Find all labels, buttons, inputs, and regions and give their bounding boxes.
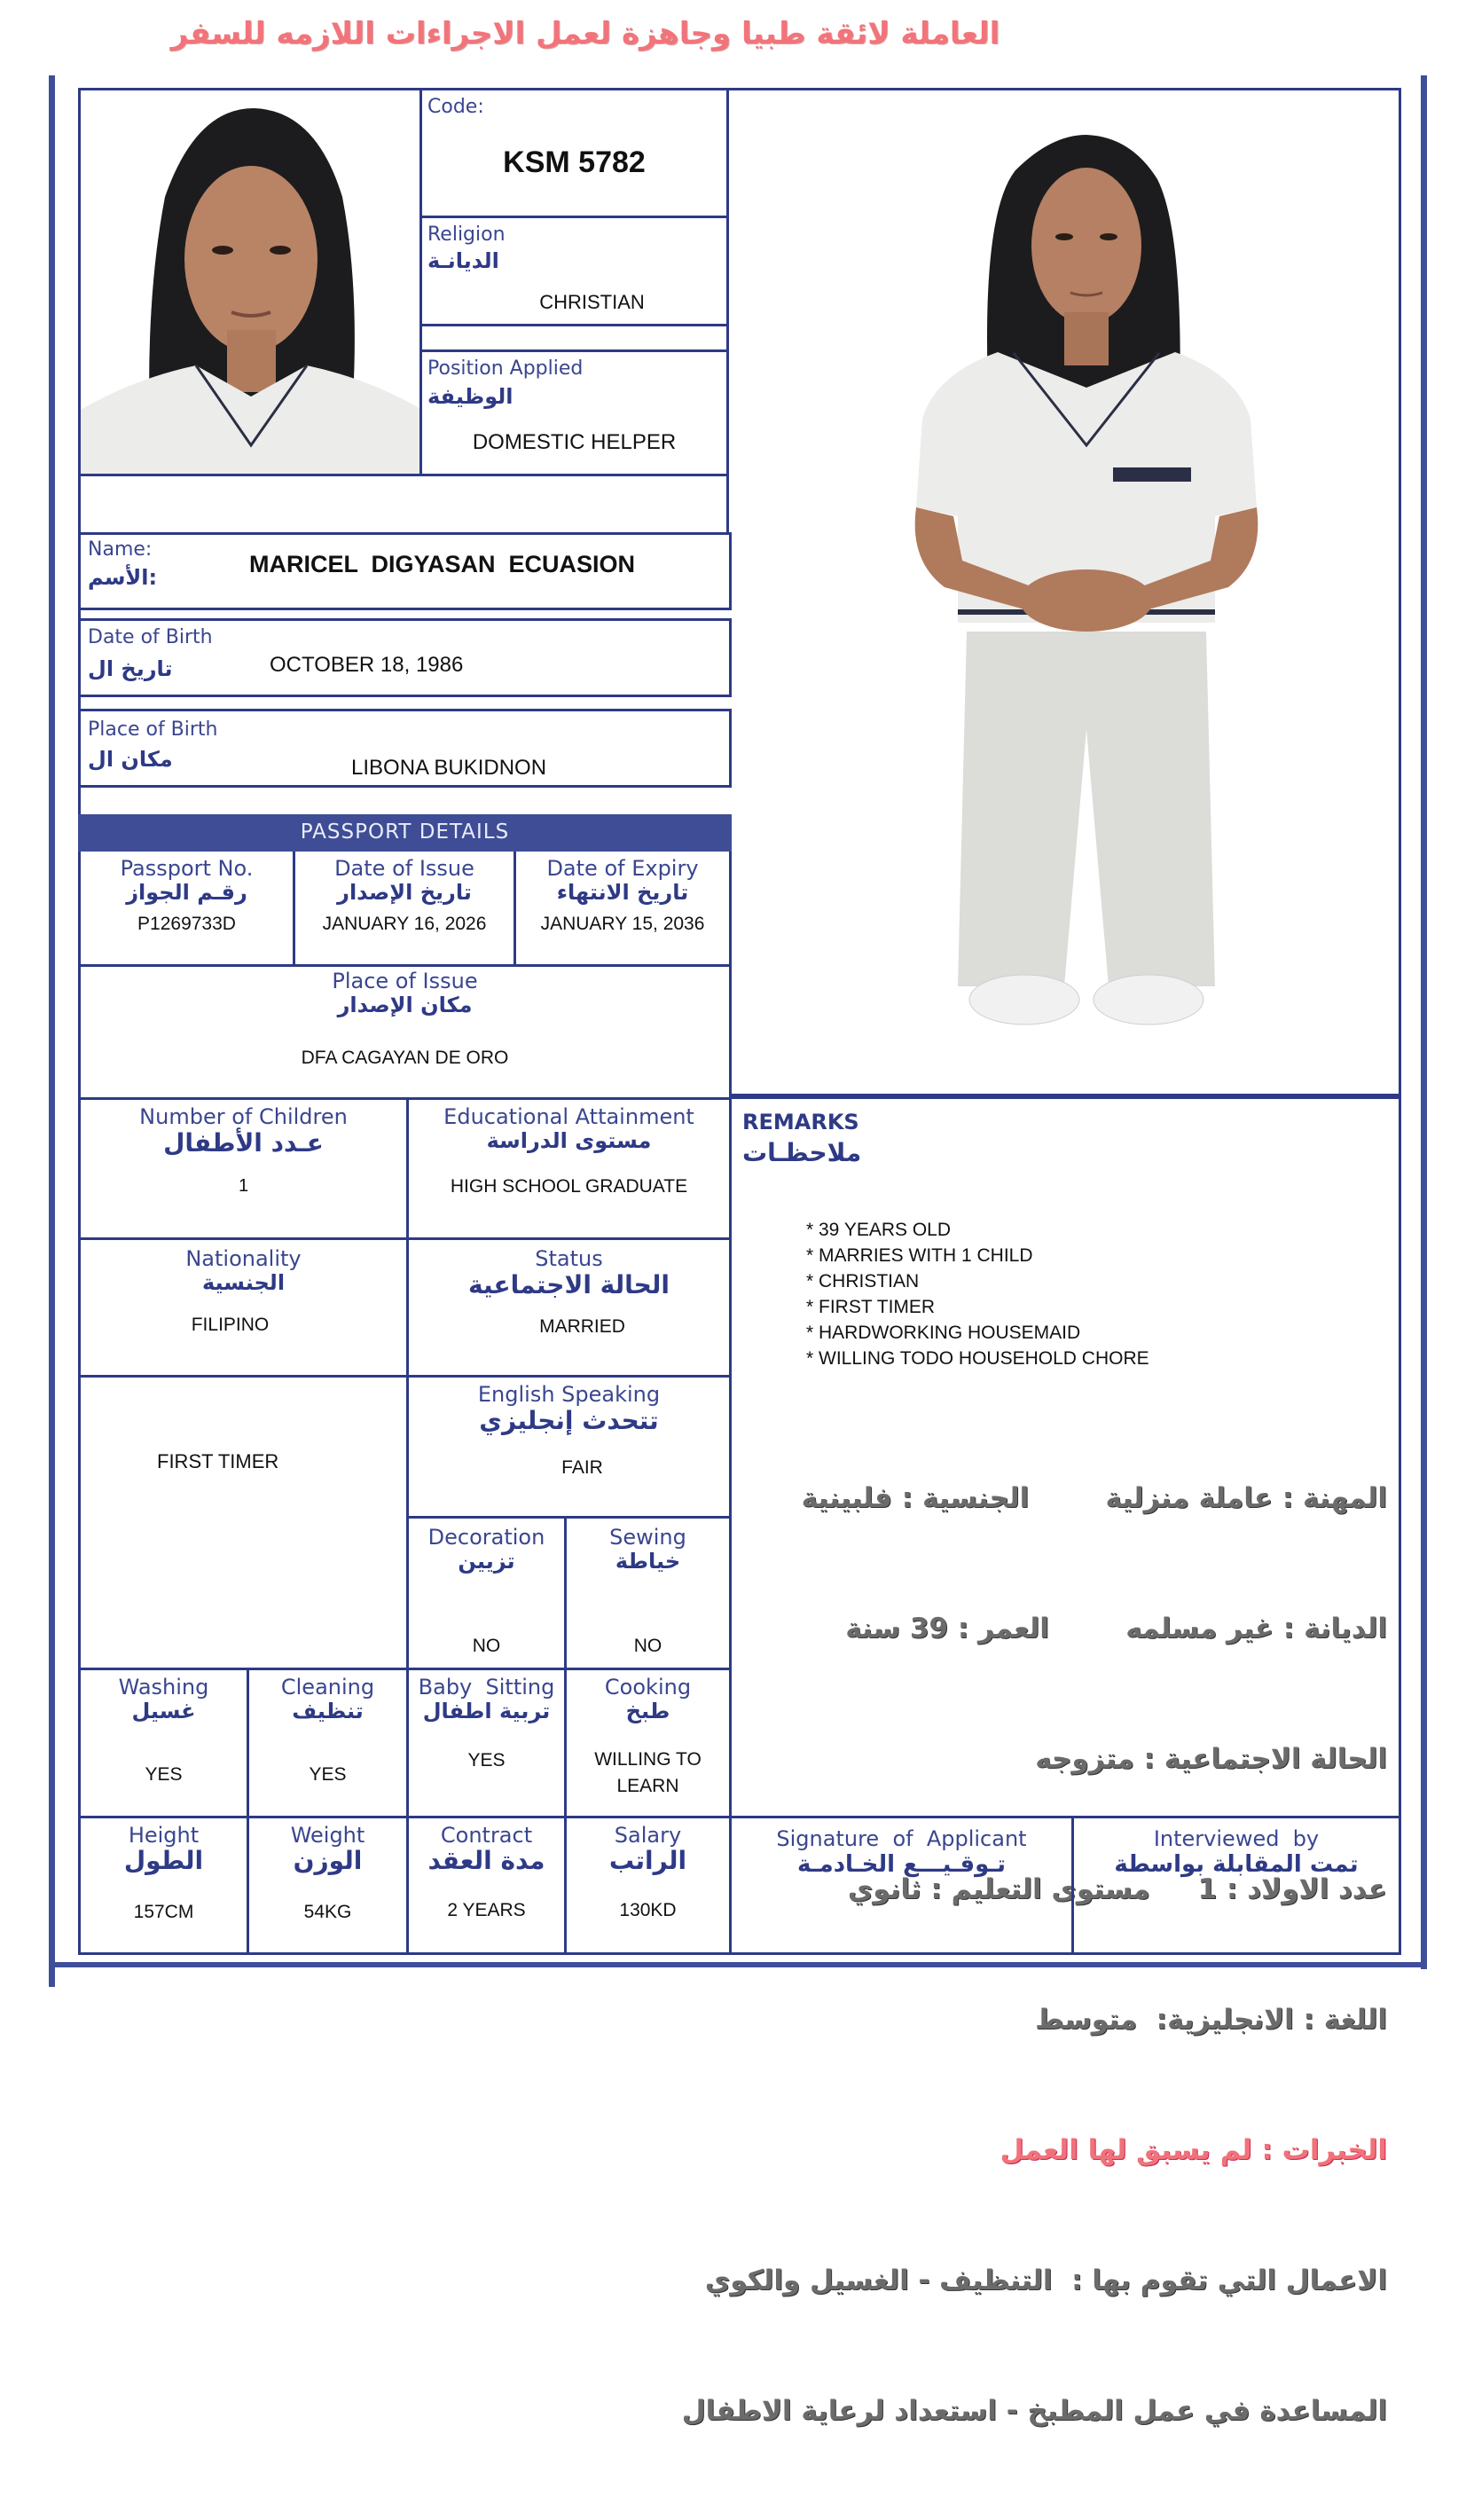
portrait-photo [81,90,422,476]
passport-number-value: P1269733D [137,914,236,934]
sewing-label-ar: خياطة [615,1549,681,1574]
status-value: MARRIED [539,1316,625,1337]
outer-frame-left [49,75,55,1987]
sewing-value: NO [633,1636,662,1656]
physical-value: 54KG [303,1902,352,1922]
pob-label-ar: مكان ال [88,747,173,772]
place-of-issue-cell [78,964,732,1100]
position-label: Position Applied [427,357,584,380]
code-label: Code: [427,96,484,118]
religion-cell [422,218,729,326]
dob-label: Date of Birth [88,626,213,648]
issue-date-cell [295,852,516,964]
interviewed-label-ar: تمت المقابلة بواسطة [1114,1851,1359,1878]
pob-cell [78,709,732,788]
interviewed-label: Interviewed by [1153,1826,1320,1851]
physical-value: 157CM [133,1902,194,1922]
skill-label-ar: تربية اطفال [422,1699,551,1723]
sewing-label: Sewing [609,1525,686,1550]
remarks-arabic-line: اللغة : الانجليزية: متوسط [1035,2004,1387,2036]
expiry-date-label-ar: تاريخ الانتهاء [556,880,689,905]
position-value: DOMESTIC HELPER [472,430,677,454]
physical-value: 2 YEARS [447,1900,526,1920]
code-cell [422,90,729,218]
religion-label-ar: الديانـة [427,248,499,273]
nationality-label: Nationality [185,1246,302,1271]
nationality-cell [78,1240,409,1378]
decoration-label: Decoration [427,1525,545,1550]
expiry-date-label: Date of Expiry [546,856,699,881]
skill-label: Cleaning [280,1675,375,1700]
pob-label: Place of Birth [88,718,218,741]
physical-label: Salary [614,1823,682,1848]
skill-label-ar: تنظيف [292,1699,364,1723]
remarks-label: REMARKS [742,1110,859,1134]
remarks-item: * FIRST TIMER [806,1297,936,1317]
name-label: Name: [88,538,153,561]
education-cell [409,1100,732,1240]
skill-washing-cell [78,1670,249,1818]
english-cell [409,1378,732,1519]
decoration-cell [409,1519,567,1670]
expiry-date-cell [516,852,729,964]
signature-label-ar: تـوقـيـــع الخـادمـة [796,1851,1007,1878]
issue-date-label: Date of Issue [334,856,474,881]
remarks-arabic-line: الاعمال التي تقوم بها : التنظيف - الغسيل والكوي [704,2265,1387,2296]
weight-cell [249,1818,409,1953]
remarks-item: * WILLING TODO HOUSEHOLD CHORE [806,1348,1149,1369]
skill-value: YES [467,1750,506,1770]
physical-label-ar: الوزن [293,1846,363,1875]
physical-label-ar: مدة العقد [427,1846,545,1875]
skill-cleaning-cell [249,1670,409,1818]
skill-cooking-cell [567,1670,732,1818]
dob-value: OCTOBER 18, 1986 [270,653,464,677]
passport-number-label: Passport No. [120,856,254,881]
nationality-label-ar: الجنسية [201,1270,286,1295]
physical-label-ar: الطول [123,1846,204,1875]
page-title-arabic: العاملة لائقة طبيا وجاهزة لعمل الاجراءات اللازمه للسفر [170,16,1000,51]
passport-number-cell [81,852,295,964]
remarks-item: * CHRISTIAN [806,1271,920,1291]
passport-number-label-ar: رقـم الجواز [126,880,247,905]
physical-value: 130KD [619,1900,677,1920]
religion-label: Religion [427,224,506,246]
status-label: Status [535,1246,603,1271]
english-value: FAIR [561,1457,603,1478]
place-of-issue-value: DFA CAGAYAN DE ORO [301,1048,509,1068]
english-label-ar: تتحدث إنجليزي [479,1406,659,1435]
physical-label: Weight [290,1823,365,1848]
education-value: HIGH SCHOOL GRADUATE [450,1176,688,1197]
remarks-arabic-line: المساعدة في عمل المطبخ - استعداد لرعاية الاطفال [681,2395,1387,2427]
spacer-cell [422,326,729,352]
salary-cell [567,1818,729,1953]
full-body-photo [732,90,1399,1096]
english-label: English Speaking [477,1382,661,1407]
signature-cell [729,1818,1074,1953]
place-of-issue-label: Place of Issue [332,969,478,993]
children-label-ar: عـدد الأطفال [163,1128,324,1158]
sewing-cell [567,1519,732,1670]
height-cell [78,1818,249,1953]
physical-label: Contract [440,1823,533,1848]
remarks-arabic-line: الحالة الاجتماعية : متزوجه [1035,1743,1387,1775]
remarks-item: * HARDWORKING HOUSEMAID [806,1323,1081,1343]
skill-value: WILLING TO LEARN [594,1749,702,1796]
decoration-label-ar: تزيين [458,1549,515,1574]
dob-label-ar: تاريخ ال [88,656,173,681]
remarks-item: * 39 YEARS OLD [806,1220,952,1240]
children-value: 1 [238,1176,249,1196]
experience-cell [78,1378,409,1670]
skill-label: Cooking [604,1675,692,1700]
remarks-arabic-line: المهنة : عاملة منزلية الجنسية : فلبينية [801,1482,1387,1514]
pob-value: LIBONA BUKIDNON [351,756,547,780]
code-value: KSM 5782 [503,145,646,179]
expiry-date-value: JANUARY 15, 2036 [540,914,705,934]
contract-cell [409,1818,567,1953]
outer-frame-right [1421,75,1427,1969]
remarks-list [806,1217,1149,1371]
remarks-arabic-line: الديانة : غير مسلمه العمر : 39 سنة [845,1613,1387,1645]
remarks-item: * MARRIES WITH 1 CHILD [806,1245,1033,1266]
status-label-ar: الحالة الاجتماعية [468,1270,670,1299]
status-cell [409,1240,732,1378]
physical-label: Height [128,1823,200,1848]
portrait-image [81,90,422,476]
children-label: Number of Children [139,1104,348,1129]
interviewed-cell [1074,1818,1399,1953]
position-label-ar: الوظيفة [427,384,513,409]
skill-label-ar: غسيل [131,1699,196,1723]
nationality-value: FILIPINO [191,1315,270,1335]
remarks-experience-line: الخبرات : لم يسبق لها العمل [1000,2134,1387,2166]
name-label-ar: :الأسم [88,565,158,590]
dob-cell [78,618,732,697]
remarks-label-ar: ملاحظـات [742,1138,862,1167]
skill-value: YES [145,1764,183,1785]
full-body-image [732,90,1399,1096]
skill-value: YES [309,1764,347,1785]
signature-label: Signature of Applicant [776,1826,1027,1851]
passport-header: PASSPORT DETAILS [78,814,732,852]
children-cell [78,1100,409,1240]
issue-date-value: JANUARY 16, 2026 [322,914,487,934]
education-label-ar: مستوى الدراسة [486,1128,652,1153]
name-cell [78,532,732,610]
physical-label-ar: الراتب [608,1846,687,1875]
skill-label-ar: طبخ [625,1699,670,1723]
place-of-issue-label-ar: مكان الإصدار [337,993,473,1017]
position-cell [422,352,729,476]
name-value: MARICEL DIGYASAN ECUASION [249,551,636,577]
decoration-value: NO [472,1636,501,1656]
issue-date-label-ar: تاريخ الإصدار [337,880,472,905]
gap-area [81,476,729,532]
education-label: Educational Attainment [443,1104,694,1129]
experience-value: FIRST TIMER [157,1450,279,1472]
religion-value: CHRISTIAN [539,291,645,313]
skill-babysitting-cell [409,1670,567,1818]
skill-label: Washing [118,1675,209,1700]
skill-label: Baby Sitting [418,1675,555,1700]
remarks-arabic-line: عدد الاولاد : 1 مستوى التعليم : ثانوي [847,1873,1387,1905]
passport-row [78,852,732,967]
remarks-arabic [681,1390,1387,2520]
